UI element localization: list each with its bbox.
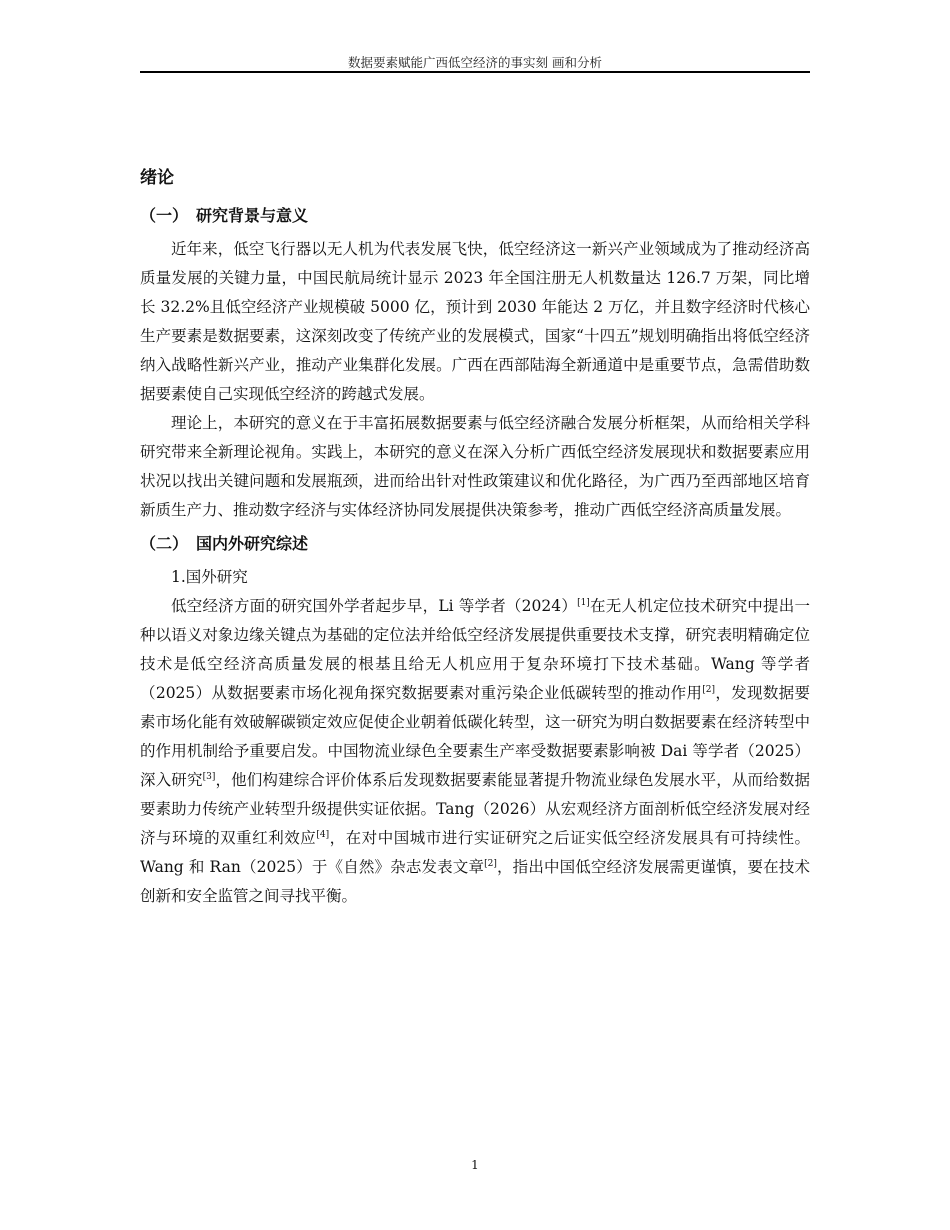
citation-ref: [4] [316,829,330,840]
paragraph-significance: 理论上，本研究的意义在于丰富拓展数据要素与低空经济融合发展分析框架，从而给相关学科研究带来全新理论视角。实践上，本研究的意义在深入分析广西低空经济发展现状和数据要素应用状况以找出关键问题和发展瓶颈，进而给出针对性政策建议和优化路径，为广西乃至西部地区培育新质生产力、推动数字经济与实体经济协同发展提供决策参考，推动广西低空经济高质量发展。 [140,414,810,519]
section-heading-2 [140,529,810,559]
header-rule [140,71,810,73]
text-run: ，在对中国城市进行实证研究之后证实低空经济发展具有可持续性。Wang 和 Ran（2025）于《自然》杂志发表文章 [140,829,810,876]
citation-ref: [2] [484,858,497,869]
text-run: 在无人机定位技术研究中提出一种以语义对象边缘关键点为基础的定位法并给低空经济发展提供重要技术支撑，研究表明精确定位技术是低空经济高质量发展的根基且给无人机应用于复杂环境打下技术基础。Wang 等学者（2025）从数据要素市场化视角探究数据要素对重污染企业低碳转型的推动作用 [140,597,810,702]
citation-ref: [2] [702,684,715,695]
section-number-1: （一） [140,206,189,225]
subsection-heading: 1.国外研究 [171,568,248,586]
section-title-1: 研究背景与意义 [196,206,309,225]
chapter-heading: 绪论 [140,168,174,188]
section-number-2: （二） [140,534,189,553]
text-run: ，指出中国低空经济发展需更谨慎，要在技术创新和安全监管之间寻找平衡。 [140,858,810,905]
running-header: 数据要素赋能广西低空经济的事实刻 画和分析 [348,55,602,70]
page-number: 1 [471,1158,479,1172]
document-body [140,163,810,911]
citation-ref: [1] [577,597,590,608]
text-run: 低空经济方面的研究国外学者起步早，Li 等学者（2024） [171,597,578,615]
citation-ref: [3] [202,771,216,782]
paragraph-foreign-research [140,592,810,911]
text-run: ，他们构建综合评价体系后发现数据要素能显著提升物流业绿色发展水平，从而给数据要素助力传统产业转型升级提供实证依据。Tang（2026）从宏观经济方面剖析低空经济发展对经济与环境的双重红利效应 [140,771,810,847]
section-title-2: 国内外研究综述 [196,534,309,553]
section-heading-1 [140,201,810,231]
text-run: ，发现数据要素市场化能有效破解碳锁定效应促使企业朝着低碳化转型，这一研究为明白数据要素在经济转型中的作用机制给予重要启发。中国物流业绿色全要素生产率受数据要素影响被 Dai 等学者（2025）深入研究 [140,684,810,789]
paragraph-background: 近年来，低空飞行器以无人机为代表发展飞快，低空经济这一新兴产业领域成为了推动经济高质量发展的关键力量，中国民航局统计显示 2023 年全国注册无人机数量达 126.7 万架，同比增长 32.2%且低空经济产业规模破 5000 亿，预计到 2030 年能达 2 万亿，并且数字经济时代核心生产要素是数据要素，这深刻改变了传统产业的发展模式，国家“十四五”规划明确指出将低空经济纳入战略性新兴产业，推动产业集群化发展。广西在西部陆海全新通道中是重要节点，急需借助数据要素使自己实现低空经济的跨越式发展。 [140,240,810,403]
